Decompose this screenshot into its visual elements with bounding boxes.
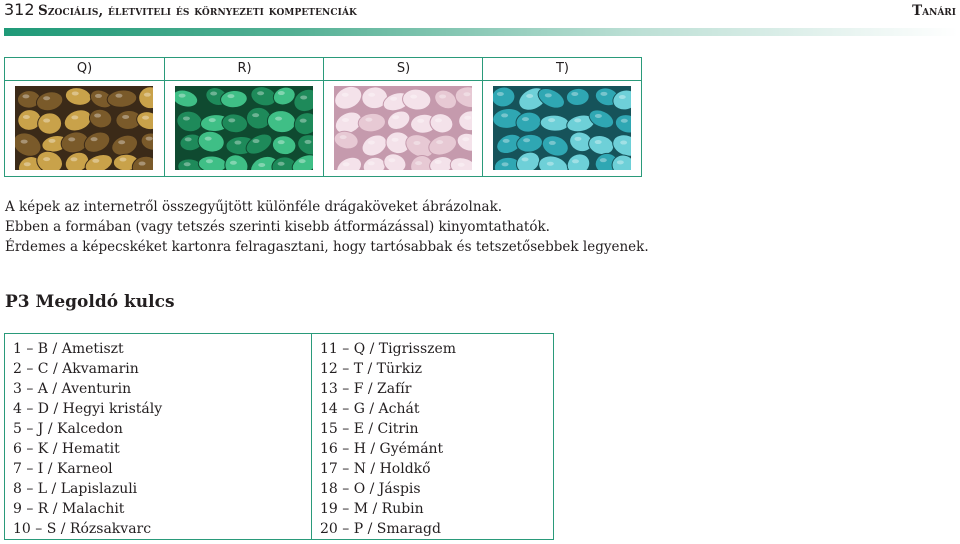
tigers-eye-stones-highlight: [118, 140, 125, 144]
key-item: 13 – F / Zafír: [320, 381, 412, 397]
key-item: 6 – K / Hematit: [13, 441, 120, 457]
tigers-eye-stones-stone: [37, 112, 62, 134]
turquoise-stones-highlight: [574, 118, 581, 122]
tigers-eye-stones-highlight: [21, 140, 28, 144]
malachite-stones-highlight: [300, 95, 307, 99]
rose-quartz-stones-highlight: [439, 94, 446, 98]
turquoise-stones-highlight: [501, 113, 508, 117]
malachite-stones-highlight: [210, 92, 217, 96]
turquoise-stones-highlight: [620, 141, 627, 145]
malachite-stones-highlight: [227, 94, 234, 98]
tigers-eye-stones-highlight: [48, 139, 55, 143]
rose-quartz-stones-highlight: [415, 161, 422, 165]
rose-quartz-stones-highlight: [368, 161, 375, 165]
audience-tag: Tanári: [912, 3, 956, 19]
tigers-eye-stones-highlight: [122, 115, 129, 119]
turquoise-stones-highlight: [503, 139, 510, 143]
tigers-eye-stones-highlight: [139, 162, 146, 166]
malachite-stones-highlight: [278, 140, 285, 144]
intro-line: Érdemes a képecskéket kartonra felragasztani, hogy tartósabbak és tetszetősebbek legyenek.: [5, 239, 649, 255]
tigers-eye-stones-highlight: [68, 137, 75, 141]
gem-cell-s: [323, 58, 483, 176]
turquoise-stones-highlight: [619, 95, 626, 99]
rose-quartz-stones-highlight: [464, 116, 471, 120]
malachite-stones-highlight: [300, 119, 307, 123]
malachite-stones-highlight: [258, 163, 265, 167]
answer-key-left-column: [5, 334, 311, 539]
key-item: 8 – L / Lapislazuli: [13, 481, 138, 497]
tigers-eye-stones-highlight: [24, 162, 31, 166]
key-item: 19 – M / Rubin: [320, 501, 424, 517]
malachite-stones-highlight: [253, 139, 260, 143]
malachite-stones-highlight: [275, 117, 282, 121]
key-item: 5 – J / Kalcedon: [13, 421, 123, 437]
tigers-eye-stones-highlight: [95, 94, 102, 98]
tigers-eye-image: [15, 86, 153, 170]
intro-line: A képek az internetről összegyűjtött különféle drágaköveket ábrázolnak.: [5, 199, 503, 215]
tigers-eye-stones-highlight: [119, 158, 126, 162]
tigers-eye-stones-highlight: [146, 137, 153, 141]
malachite-stones-highlight: [205, 137, 212, 141]
malachite-stones-highlight: [252, 113, 259, 117]
malachite-image: [175, 86, 313, 170]
turquoise-stones-highlight: [545, 93, 552, 97]
turquoise-stones-highlight: [526, 94, 533, 98]
tigers-eye-stones-highlight: [22, 94, 29, 98]
key-item: 1 – B / Ametiszt: [13, 341, 124, 357]
key-item: 3 – A / Aventurin: [13, 381, 132, 397]
rose-quartz-stones-highlight: [368, 93, 375, 97]
rose-quartz-stones-highlight: [458, 163, 465, 167]
turquoise-image: [493, 86, 631, 170]
intro-text: [5, 197, 649, 257]
malachite-stones-highlight: [278, 91, 285, 95]
turquoise-stones-highlight: [571, 92, 578, 96]
tigers-eye-stones-highlight: [94, 114, 101, 118]
rose-quartz-stones-highlight: [343, 162, 350, 166]
tigers-eye-stones-highlight: [92, 159, 99, 163]
key-item: 12 – T / Türkiz: [320, 361, 423, 377]
gem-images-table: [4, 57, 642, 177]
turquoise-stones-highlight: [600, 158, 607, 162]
turquoise-stones-highlight: [497, 92, 504, 96]
answer-key-table: [4, 333, 554, 540]
malachite-stones-highlight: [209, 118, 216, 122]
gem-cell-r: [164, 58, 324, 176]
malachite-stones-highlight: [184, 162, 191, 166]
tigers-eye-stones-highlight: [43, 157, 50, 161]
rose-quartz-stones-highlight: [410, 95, 417, 99]
key-item: 10 – S / Rózsakvarc: [13, 521, 152, 537]
turquoise-stones-highlight: [522, 117, 529, 121]
malachite-stones-highlight: [299, 159, 306, 163]
rose-quartz-stones-highlight: [342, 93, 349, 97]
rose-quartz-stones-highlight: [392, 115, 399, 119]
rose-quartz-stones-highlight: [435, 118, 442, 122]
malachite-stones-highlight: [228, 118, 235, 122]
rose-quartz-stones-highlight: [368, 140, 375, 144]
rose-quartz-stones-highlight: [365, 118, 372, 122]
malachite-stones-highlight: [278, 162, 285, 166]
tigers-eye-stones-highlight: [71, 115, 78, 119]
malachite-stones-highlight: [179, 94, 186, 98]
key-item: 18 – O / Jáspis: [320, 481, 421, 497]
gem-cell-t: [482, 58, 642, 176]
turquoise-stones-highlight: [502, 162, 509, 166]
rose-quartz-stones-highlight: [435, 160, 442, 164]
malachite-stones-highlight: [304, 140, 311, 144]
tigers-eye-stones-highlight: [142, 116, 149, 120]
malachite-stones-highlight: [234, 141, 241, 145]
turquoise-stones-highlight: [547, 162, 554, 166]
turquoise-stones-highlight: [621, 119, 628, 123]
malachite-stones-highlight: [230, 161, 237, 165]
tigers-eye-stones-highlight: [115, 94, 122, 98]
turquoise-stones-highlight: [574, 137, 581, 141]
tigers-eye-stones-highlight: [70, 157, 77, 161]
malachite-stones-highlight: [206, 159, 213, 163]
tigers-eye-stones-highlight: [72, 91, 79, 95]
key-item: 17 – N / Holdkő: [320, 461, 431, 477]
turquoise-stones-highlight: [522, 157, 529, 161]
turquoise-stones-highlight: [523, 138, 530, 142]
malachite-stones-highlight: [185, 137, 192, 141]
rose-quartz-stones-highlight: [413, 141, 420, 145]
tigers-eye-stones-highlight: [23, 115, 30, 119]
tigers-eye-stones-highlight: [43, 119, 50, 123]
rose-quartz-stones-highlight: [388, 158, 395, 162]
rose-quartz-stones-highlight: [342, 118, 349, 122]
key-item: 9 – R / Malachit: [13, 501, 125, 517]
key-item: 15 – E / Citrin: [320, 421, 419, 437]
gem-label-s: S): [324, 58, 483, 81]
tigers-eye-stones-highlight: [91, 137, 98, 141]
page-header: [0, 0, 960, 36]
gem-label-t: T): [483, 58, 642, 81]
turquoise-stones-highlight: [617, 160, 624, 164]
turquoise-stones-highlight: [572, 159, 579, 163]
rose-quartz-stones-highlight: [392, 138, 399, 142]
key-item: 2 – C / Akvamarin: [13, 361, 139, 377]
chapter-title: Szociális, életviteli és környezeti kompetenciák: [38, 3, 357, 19]
key-item: 4 – D / Hegyi kristály: [13, 401, 163, 417]
gem-label-r: R): [165, 58, 324, 81]
turquoise-stones-highlight: [549, 141, 556, 145]
tigers-eye-stones-highlight: [144, 93, 151, 97]
turquoise-stones-highlight: [595, 114, 602, 118]
gem-cell-q: [5, 58, 164, 176]
answer-key-title: P3 Megoldó kulcs: [5, 292, 175, 312]
malachite-stones-highlight: [257, 91, 264, 95]
malachite-stones-highlight: [183, 116, 190, 120]
rose-quartz-stones-highlight: [463, 92, 470, 96]
gem-label-q: Q): [5, 58, 164, 81]
tigers-eye-stones-highlight: [43, 96, 50, 100]
header-rule: [4, 28, 958, 36]
key-item: 14 – G / Achát: [320, 401, 420, 417]
key-item: 11 – Q / Tigrisszem: [320, 341, 457, 357]
turquoise-stones-highlight: [548, 118, 555, 122]
page-number: 312: [4, 0, 35, 19]
intro-line: Ebben a formában (vagy tetszés szerinti kisebb átformázással) kinyomtathatók.: [5, 219, 550, 235]
rose-quartz-stones-highlight: [340, 135, 347, 139]
key-item: 20 – P / Smaragd: [320, 521, 441, 537]
rose-quartz-stones-highlight: [390, 97, 397, 101]
rose-quartz-stones-highlight: [417, 119, 424, 123]
turquoise-stones-highlight: [595, 140, 602, 144]
key-item: 7 – I / Karneol: [13, 461, 113, 477]
rose-quartz-image: [334, 86, 472, 170]
turquoise-stones-highlight: [600, 92, 607, 96]
rose-quartz-stones-highlight: [436, 140, 443, 144]
key-item: 16 – H / Gyémánt: [320, 441, 444, 457]
answer-key-right-column: [311, 334, 552, 539]
rose-quartz-stones-highlight: [462, 137, 469, 141]
